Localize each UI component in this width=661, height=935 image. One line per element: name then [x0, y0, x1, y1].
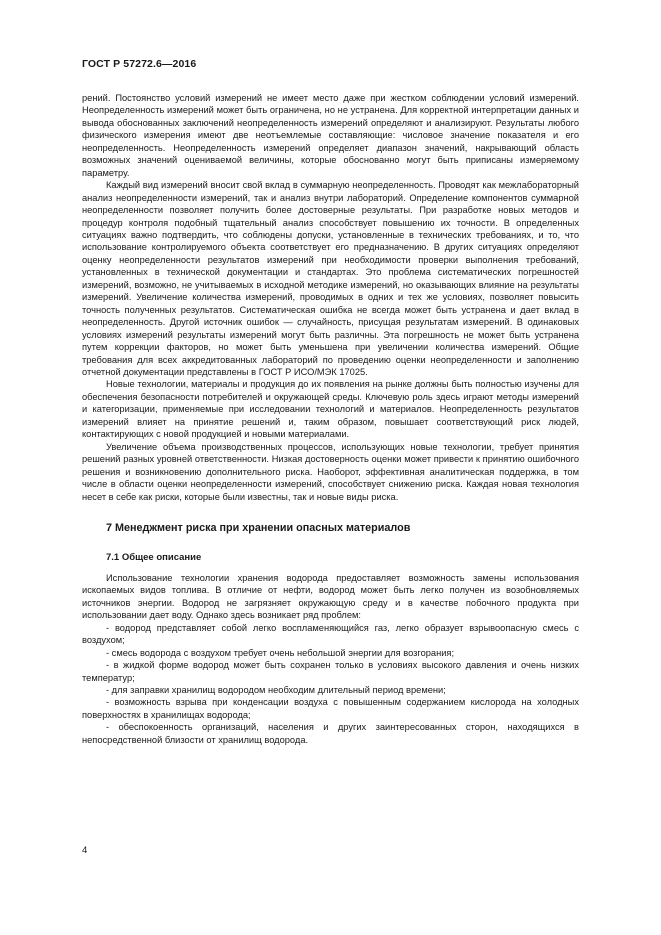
- list-item: - в жидкой форме водород может быть сохранен только в условиях высокого давления и очень низких температур;: [82, 660, 579, 683]
- list-item: - для заправки хранилищ водородом необходим длительный период времени;: [106, 685, 446, 696]
- paragraph: Увеличение объема производственных процессов, использующих новые технологии, требует принятия решений разных уровней ответственности. Низкая достоверность оценки может привести к принятию ошибочного решения и возникновению дополнительного риска. Наоборот, эффективная аналитическая поддержка, в том числе в области оценки неопределенности измерений, способствует снижению риска. Каждая новая технология несет в себе как риски, которые были известны, так и новые виды риска.: [82, 441, 579, 502]
- paragraph: Каждый вид измерений вносит свой вклад в суммарную неопределенность. Проводят как межлабораторный анализ неопределенности измерений, так и анализ внутри лабораторий. Определение компонентов суммарной неопределенности позволяет получить более достоверные результаты. При разработке новых методов и процедур контроля подобный тщательный анализ способствует повышению их точности. В определенных ситуациях важно подтвердить, что соблюдены допуски, установленные в технических требованиях, и то, что использование контролируемого объекта соответствует его предназначению. В других ситуациях определяют оценку неопределенности результатов измерений при необходимости проверки выполнения требований, установленных в технической документации и стандартах. Это проблема систематических погрешностей измерений, возможно, не учитываемых в исходной методике измерений, но оказывающих влияние на результаты измерений. Увеличение количества измерений, проводимых в одних и тех же условиях, позволяет повысить точность полученных результатов. Систематическая ошибка не всегда может быть устранена и дает вклад в неопределенность. Другой источник ошибок — случайность, присущая результатам измерений. В одинаковых условиях измерений результаты измерений могут быть различны. Эта погрешность не может быть устранена путем коррекции факторов, но может быть уменьшена при увеличении количества измерений. Общие требования для всех аккредитованных лабораторий по проведению оценки неопределенности и заполнению отчетной документации представлены в ГОСТ Р ИСО/МЭК 17025.: [82, 180, 579, 377]
- page-number: 4: [82, 845, 88, 856]
- section-heading: 7 Менеджмент риска при хранении опасных материалов: [106, 521, 411, 534]
- list-item: - водород представляет собой легко воспламеняющийся газ, легко образует взрывоопасную смесь с воздухом;: [82, 622, 579, 646]
- list-item: - возможность взрыва при конденсации воздуха с повышенным содержанием кислорода на холодных поверхностях в хранилищах водорода;: [82, 697, 579, 720]
- list-item: - смесь водорода с воздухом требует очень небольшой энергии для возгорания;: [106, 647, 455, 658]
- document-body: [82, 92, 579, 746]
- paragraph-continuation: рений. Постоянство условий измерений не имеет место даже при жестком соблюдении условий измерений. Неопределенность измерений может быть ограничена, но не устранена. Для корректной интерпретации данных и вывода обоснованных заключений неопределенность измерений определяют и анализируют. Результаты любого физического измерения имеют две неотъемлемые составляющие: числовое значение показателя и его неопределенность. Неопределенность измерений определяет диапазон значений, накрывающий область возможных значений оцениваемой величины, которые обоснованно могут быть приписаны измеряемому параметру.: [82, 93, 579, 178]
- document-code-header: ГОСТ Р 57272.6—2016: [82, 58, 197, 70]
- paragraph: Использование технологии хранения водорода предоставляет возможность замены использования ископаемых видов топлива. В отличие от нефти, водород может быть легко получен из возобновляемых источников энергии. Водород не загрязняет окружающую среду и в качестве побочного продукта при использовании дает воду. Однако здесь возникает ряд проблем:: [82, 572, 579, 621]
- paragraph: Новые технологии, материалы и продукция до их появления на рынке должны быть полностью изучены для обеспечения безопасности потребителей и окружающей среды. Ключевую роль здесь играют методы измерений и категоризации, применяемые при исследовании технологий и материалов. Неопределенность результатов измерений влияет на принятие решений и, таким образом, повышает соответствующий риск людей, контактирующих с новой продукцией и новыми материалами.: [82, 379, 579, 440]
- list-item: - обеспокоенность организаций, населения и других заинтересованных сторон, находящихся в непосредственной близости от хранилищ водорода.: [82, 722, 579, 745]
- subsection-heading: 7.1 Общее описание: [106, 551, 202, 563]
